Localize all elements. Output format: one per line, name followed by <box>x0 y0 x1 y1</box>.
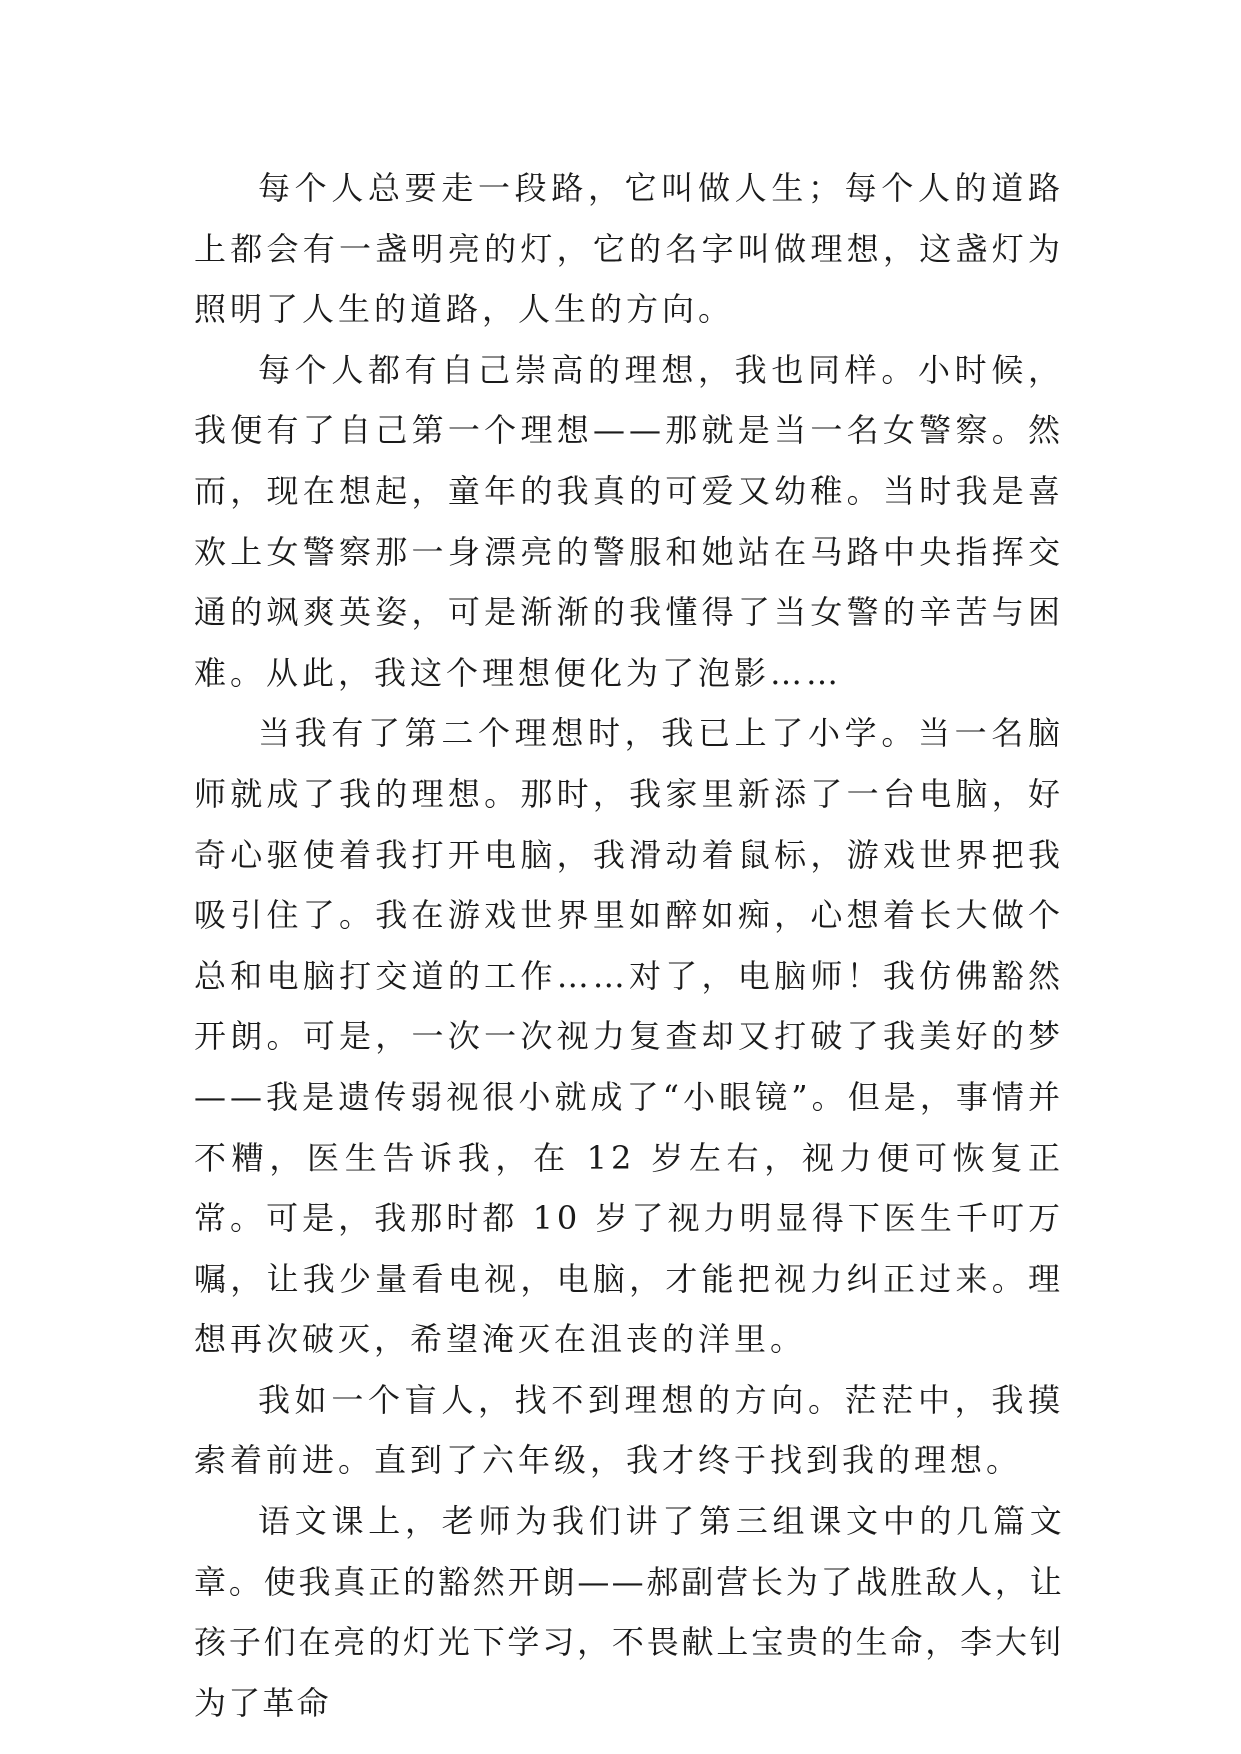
paragraph-2: 每个人都有自己崇高的理想，我也同样。小时候，我便有了自己第一个理想——那就是当一名女警察。然而，现在想起，童年的我真的可爱又幼稚。当时我是喜欢上女警察那一身漂亮的警服和她站在马路中央指挥交通的飒爽英姿，可是渐渐的我懂得了当女警的辛苦与困难。从此，我这个理想便化为了泡影…… <box>194 350 1064 692</box>
paragraph-1: 每个人总要走一段路，它叫做人生；每个人的道路上都会有一盏明亮的灯，它的名字叫做理想，这盏灯为照明了人生的道路，人生的方向。 <box>194 169 1064 329</box>
article-body <box>194 158 1064 1733</box>
paragraph-5: 语文课上，老师为我们讲了第三组课文中的几篇文章。使我真正的豁然开朗——郝副营长为了战胜敌人，让孩子们在亮的灯光下学习，不畏献上宝贵的生命，李大钊为了革命 <box>194 1502 1064 1722</box>
paragraph-4: 我如一个盲人，找不到理想的方向。茫茫中，我摸索着前进。直到了六年级，我才终于找到我的理想。 <box>194 1380 1064 1480</box>
paragraph-3: 当我有了第二个理想时，我已上了小学。当一名脑师就成了我的理想。那时，我家里新添了一台电脑，好奇心驱使着我打开电脑，我滑动着鼠标，游戏世界把我吸引住了。我在游戏世界里如醉如痴，心想着长大做个总和电脑打交道的工作……对了，电脑师！我仿佛豁然开朗。可是，一次一次视力复查却又打破了我美好的梦——我是遗传弱视很小就成了“小眼镜”。但是，事情并不糟，医生告诉我，在 12 岁左右，视力便可恢复正常。可是，我那时都 10 岁了视力明显得下医生千叮万嘱，让我少量看电视，电脑，才能把视力纠正过来。理想再次破灭，希望淹灭在沮丧的洋里。 <box>194 714 1064 1359</box>
